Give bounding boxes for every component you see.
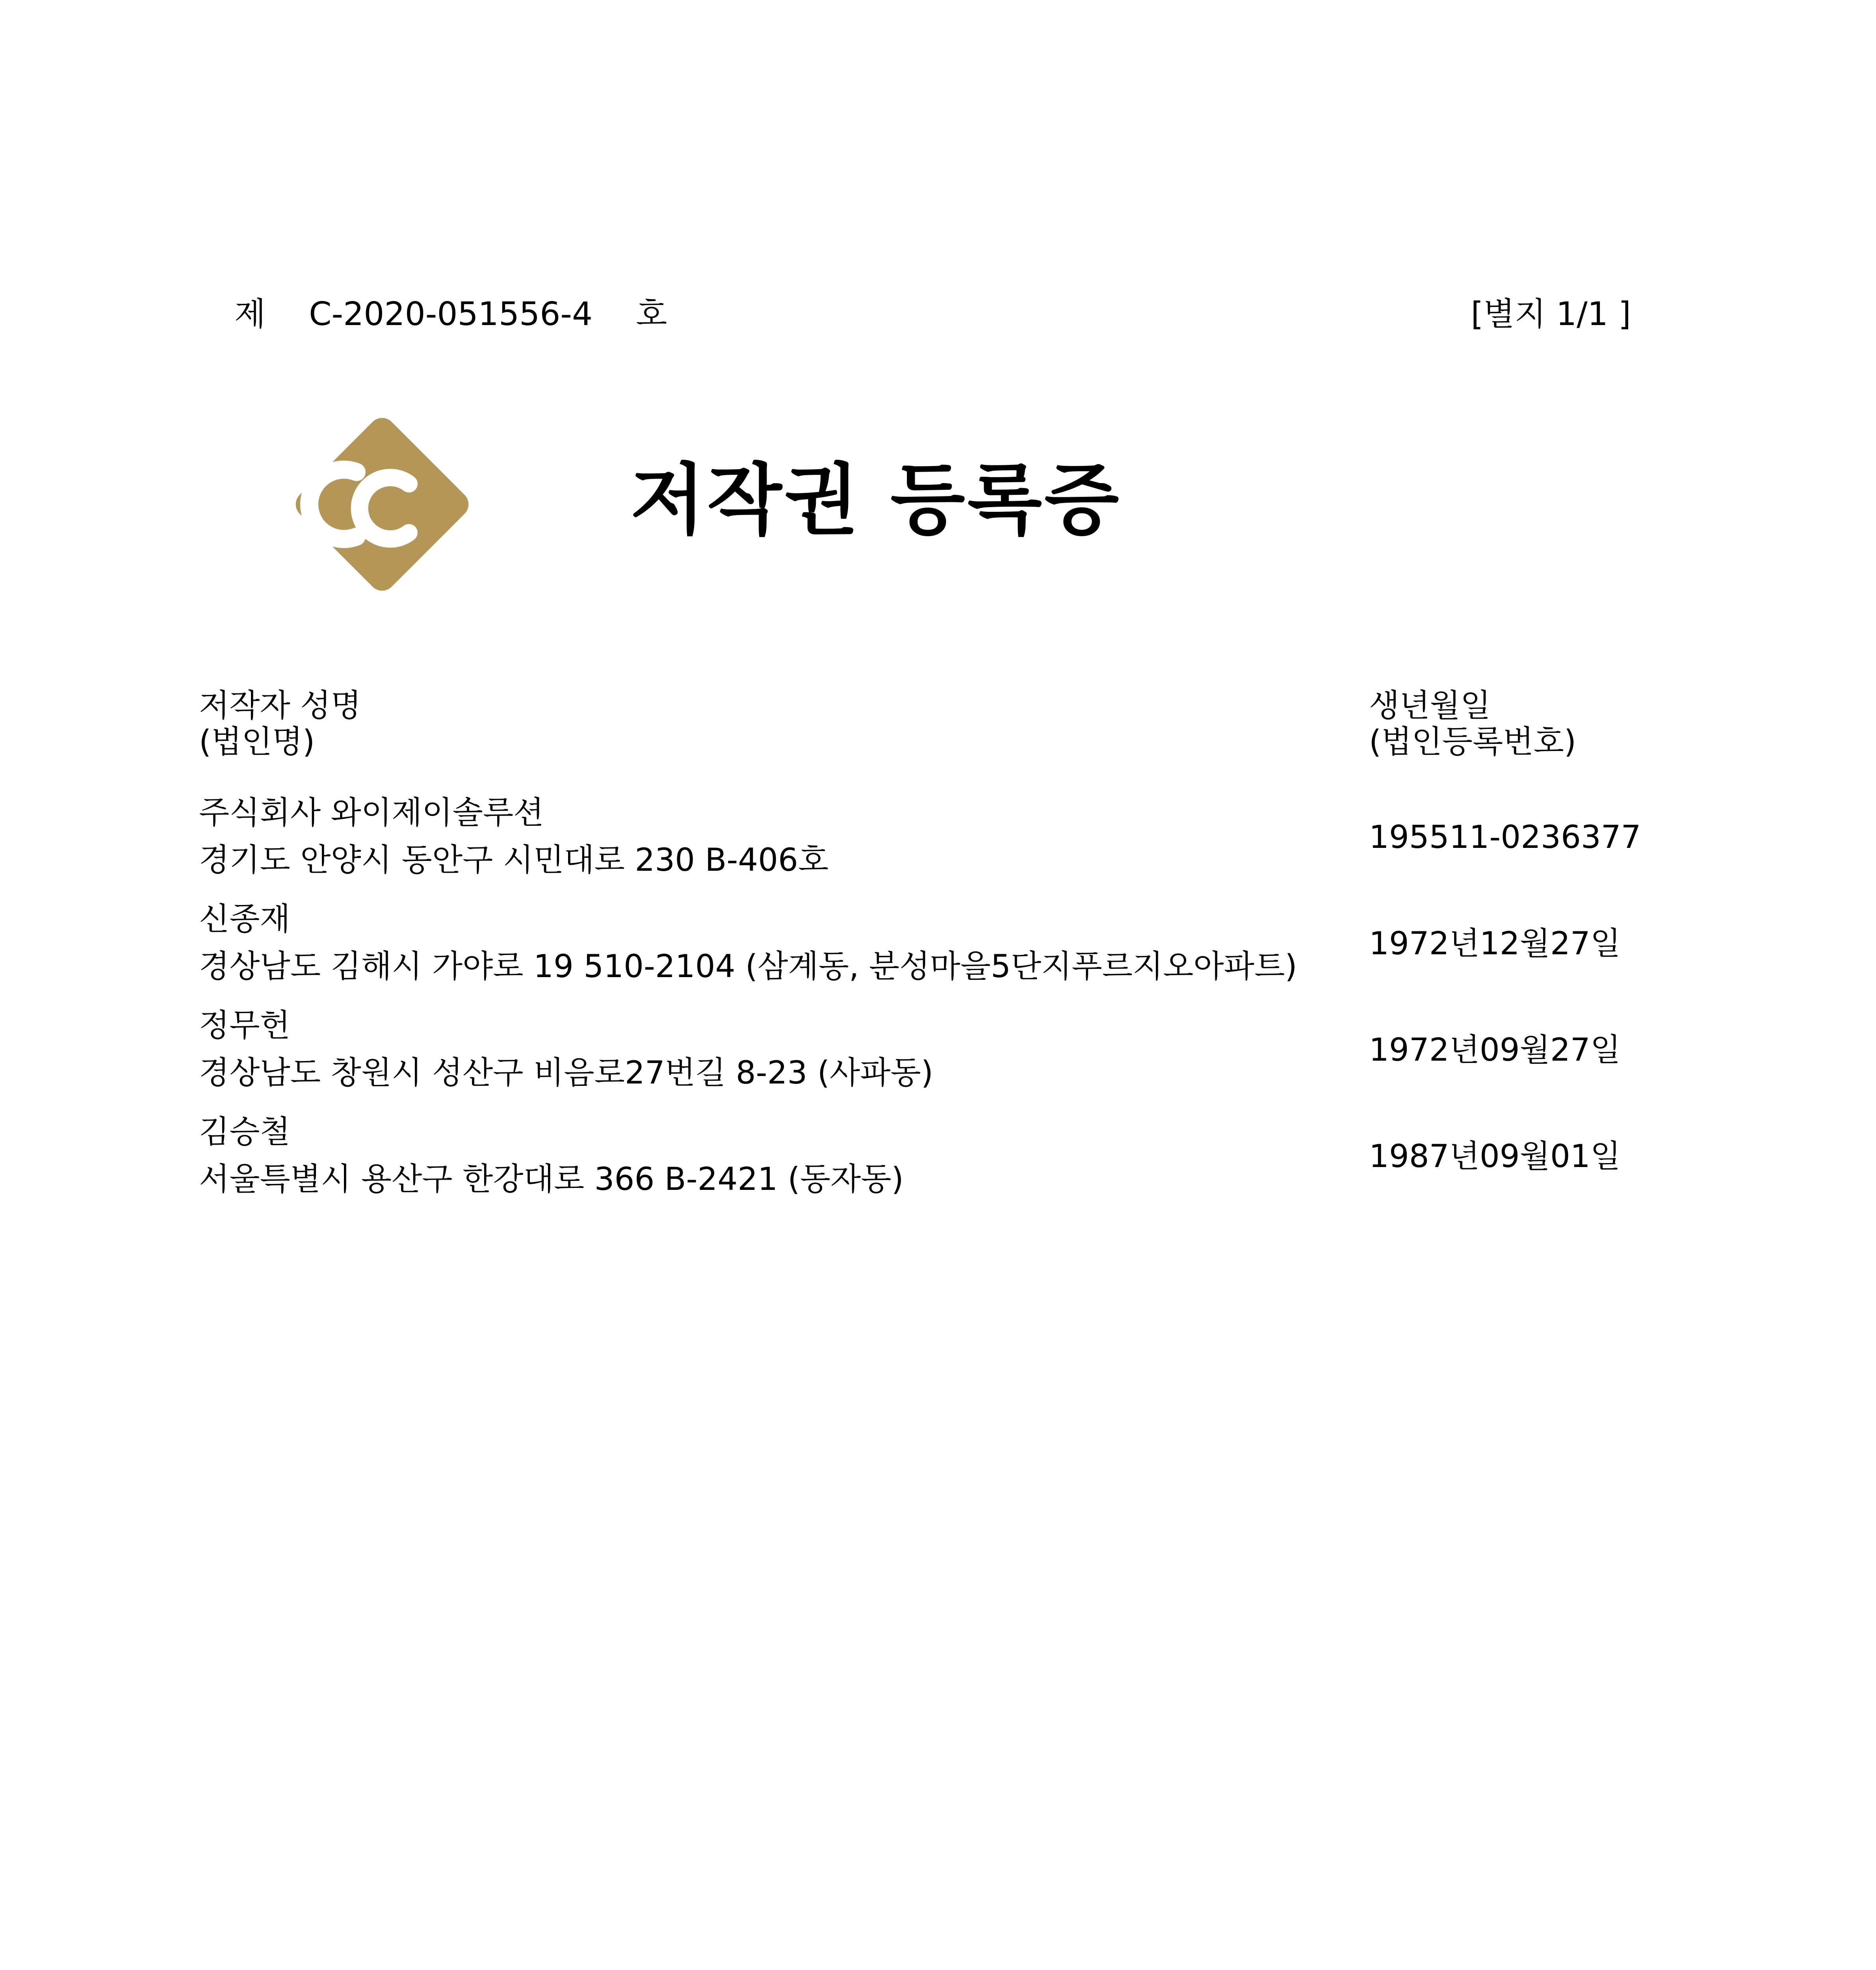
corp-registration-label: (법인등록번호) bbox=[1369, 723, 1577, 760]
author-corp-label: (법인명) bbox=[199, 723, 315, 760]
registration-prefix: 제 bbox=[234, 296, 266, 333]
registration-number: C-2020-051556-4 bbox=[309, 296, 593, 333]
annex-label: [별지 1/1 ] bbox=[1471, 296, 1631, 333]
author-address: 경상남도 김해시 가야로 19 510-2104 (삼계동, 분성마을5단지푸르지오아파트) bbox=[199, 948, 1297, 985]
birth-column-heading bbox=[1369, 688, 1576, 760]
author-name: 주식회사 와이제이솔루션 bbox=[199, 794, 544, 831]
author-row bbox=[199, 1007, 1637, 1113]
author-name: 정무헌 bbox=[199, 1007, 290, 1044]
registration-suffix: 호 bbox=[636, 296, 667, 333]
cc-copyright-logo-icon bbox=[284, 406, 481, 603]
author-name: 김승철 bbox=[199, 1113, 290, 1150]
author-row bbox=[199, 794, 1641, 900]
birth-date-label: 생년월일 bbox=[1369, 687, 1491, 724]
author-row bbox=[199, 1113, 1637, 1219]
document-title: 저작권 등록증 bbox=[630, 455, 1122, 545]
author-row bbox=[199, 900, 1637, 1007]
author-address: 경기도 안양시 동안구 시민대로 230 B-406호 bbox=[199, 842, 829, 878]
registration-number-line bbox=[234, 295, 667, 334]
author-address: 서울특별시 용산구 한강대로 366 B-2421 (동자동) bbox=[199, 1161, 904, 1197]
author-birth: 195511-0236377 bbox=[1369, 819, 1641, 855]
author-birth: 1972년09월27일 bbox=[1369, 1031, 1621, 1068]
author-birth: 1972년12월27일 bbox=[1369, 925, 1621, 962]
author-name: 신종재 bbox=[199, 901, 290, 937]
author-address: 경상남도 창원시 성산구 비음로27번길 8-23 (사파동) bbox=[199, 1054, 933, 1091]
author-birth: 1987년09월01일 bbox=[1369, 1138, 1621, 1175]
author-name-label: 저작자 성명 bbox=[199, 687, 361, 724]
author-column-heading bbox=[199, 688, 361, 760]
